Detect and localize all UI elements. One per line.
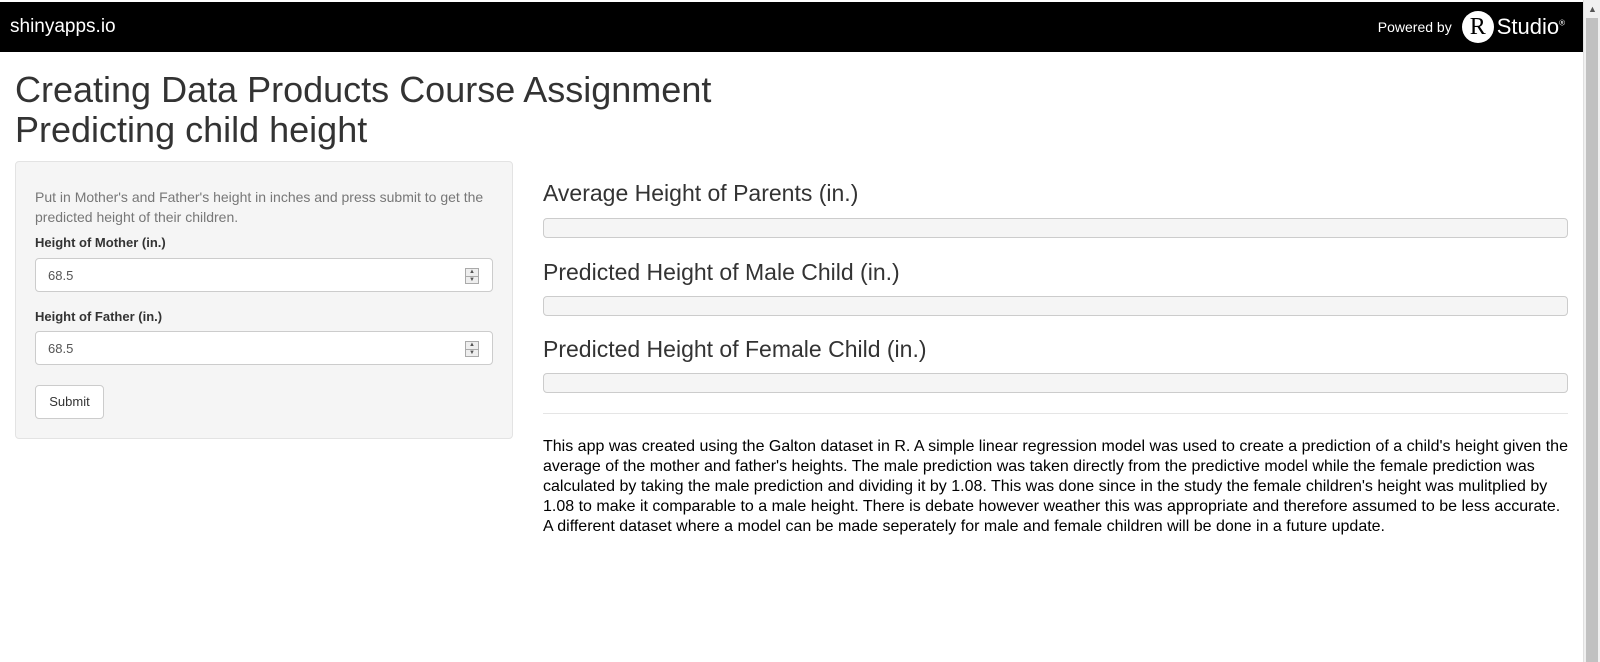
mother-height-stepper[interactable]: [465, 268, 479, 284]
powered-by-label: Powered by: [1377, 19, 1452, 35]
mother-height-label: Height of Mother (in.): [35, 235, 166, 250]
top-navbar: [0, 2, 1583, 52]
page-title: [15, 70, 711, 150]
avg-height-output: [543, 218, 1568, 238]
section-divider: [543, 413, 1568, 414]
stepper-down-icon[interactable]: ▼: [469, 276, 475, 283]
male-height-output: [543, 296, 1568, 316]
father-height-label: Height of Father (in.): [35, 309, 163, 324]
page-title-line-2: Predicting child height: [15, 109, 368, 150]
father-height-stepper[interactable]: [465, 341, 479, 357]
stepper-up-icon[interactable]: ▲: [466, 342, 478, 350]
father-height-input[interactable]: [35, 331, 493, 365]
app-description: This app was created using the Galton dataset in R. A simple linear regression model was used to create a prediction of a child's height given the average of the mother and father's heights. The male prediction was taken directly from the predictive model while the female prediction was calculated by taking the male prediction and dividing it by 1.08. This was done since in the study the female children's height was mulitplied by 1.08 to make it comparable to a male height. There is debate however weather this was appropriate and therefore assumed to be less accurate. A different dataset where a model can be made seperately for male and female children will be done in a future update.: [543, 438, 1568, 535]
female-height-output: [543, 373, 1568, 393]
mother-height-value: 68.5: [48, 268, 74, 283]
stepper-down-icon[interactable]: ▼: [469, 349, 475, 356]
female-height-heading: Predicted Height of Female Child (in.): [543, 336, 927, 362]
submit-button[interactable]: Submit: [35, 385, 104, 419]
vertical-scrollbar[interactable]: [1583, 0, 1600, 662]
father-height-value: 68.5: [48, 341, 74, 356]
brand-link[interactable]: shinyapps.io: [10, 16, 116, 37]
rstudio-logo-icon: R: [1462, 11, 1494, 43]
input-sidebar-panel: [15, 161, 513, 439]
scroll-up-icon[interactable]: ▲: [1588, 3, 1597, 14]
instructions-text: Put in Mother's and Father's height in inches and press submit to get the predicted height of their children.: [35, 189, 484, 225]
scrollbar-thumb[interactable]: [1586, 18, 1598, 662]
page-title-line-1: Creating Data Products Course Assignment: [15, 69, 712, 110]
studio-text: Studio: [1496, 14, 1560, 39]
avg-height-heading: Average Height of Parents (in.): [543, 180, 859, 206]
rstudio-wordmark: [1497, 14, 1565, 40]
male-height-heading: Predicted Height of Male Child (in.): [543, 259, 900, 285]
powered-by-rstudio[interactable]: [1378, 11, 1565, 43]
mother-height-input[interactable]: [35, 258, 493, 292]
trademark-mark: ®: [1559, 18, 1565, 28]
stepper-up-icon[interactable]: ▲: [466, 269, 478, 277]
